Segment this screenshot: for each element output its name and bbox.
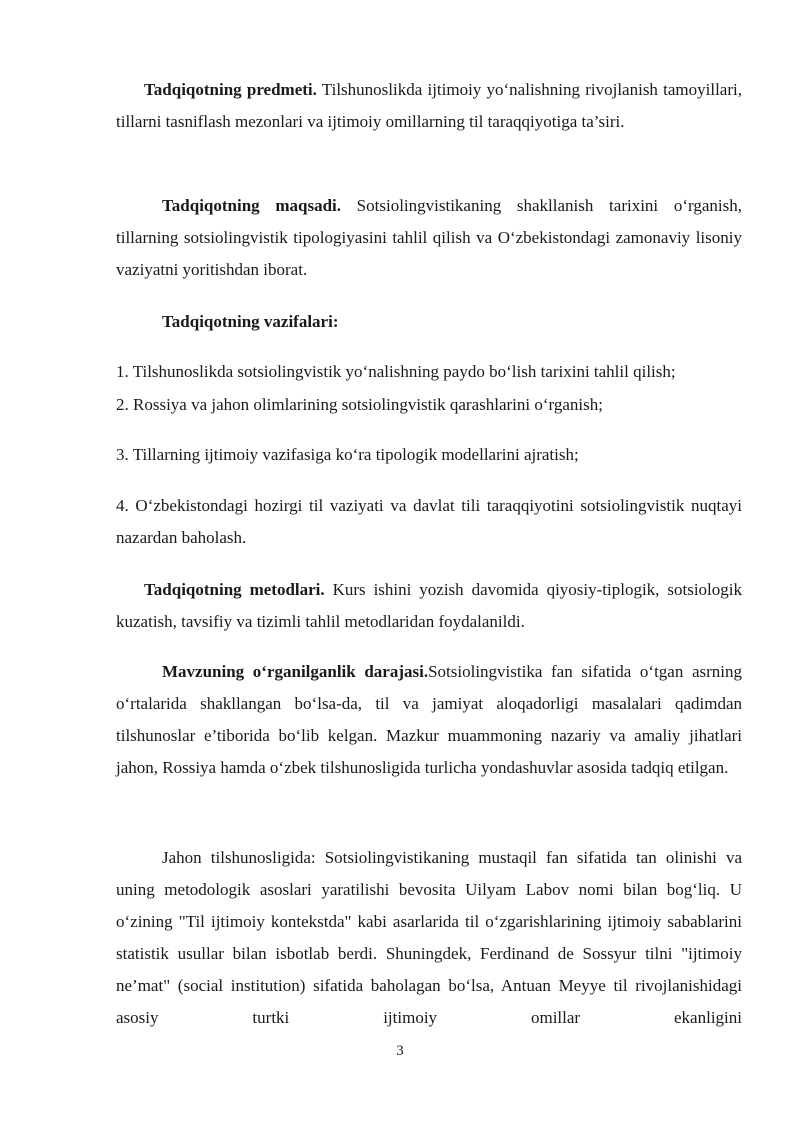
task-item-3: 3. Tillarning ijtimoiy vazifasiga ko‘ra tipologik modellarini ajratish; (116, 445, 579, 464)
paragraph-jahon: Jahon tilshunosligida: Sotsiolingvistikaning mustaqil fan sifatida tan olinishi va uning metodologik asoslari yaratilishi bevosita Uilyam Labov nomi bilan bog‘liq. U o‘zining "Til ijtimoiy kontekstda" kabi asarlarida til o‘zgarishlarining ijtimoiy sabablarini statistik usullar bilan isbotlab berdi. Shuningdek, Ferdinand de Sossyur tilni "ijtimoiy ne’mat" (social institution) sifatida baholagan bo‘lsa, Antuan Meyye til rivojlanishidagi asosiy turtki ijtimoiy omillar ekanligini (116, 848, 742, 1027)
text-maqsadi: Sotsiolingvistikaning shakllanish tarixini o‘rganish, tillarning sotsiolingvistik tipologiyasini tahlil qilish va O‘zbekistondagi zamonaviy lisoniy vaziyatni yoritishdan iborat. (116, 196, 742, 279)
task-item-1: 1. Tilshunoslikda sotsiolingvistik yo‘nalishning paydo bo‘lish tarixini tahlil qilish; (116, 362, 676, 381)
task-item-4: 4. O‘zbekistondagi hozirgi til vaziyati va davlat tili taraqqiyotini sotsiolingvistik nuqtayi nazardan baholash. (116, 496, 742, 547)
task-item-2: 2. Rossiya va jahon olimlarining sotsiolingvistik qarashlarini o‘rganish; (116, 395, 603, 414)
paragraph-maqsadi (116, 190, 742, 286)
heading-maqsadi: Tadqiqotning maqsadi. (162, 196, 341, 215)
text-metodlari: Kurs ishini yozish davomida qiyosiy-tiplogik, sotsiologik kuzatish, tavsifiy va tizimli tahlil metodlaridan foydalanildi. (116, 580, 742, 631)
text-darajasi: Sotsiolingvistika fan sifatida o‘tgan asrning o‘rtalarida shakllangan bo‘lsa-da, til va jamiyat aloqadorligi masalalari qadimdan tilshunoslar e’tiborida bo‘lib kelgan. Mazkur muammoning nazariy va amaliy jihatlari jahon, Rossiya hamda o‘zbek tilshunosligida turlicha yondashuvlar asosida tadqiq etilgan. (116, 662, 743, 777)
heading-darajasi: Mavzuning o‘rganilganlik darajasi. (162, 662, 429, 681)
heading-metodlari: Tadqiqotning metodlari. (144, 580, 325, 599)
text-predmeti: Tilshunoslikda ijtimoiy yo‘nalishning rivojlanish tamoyillari, tillarni tasniflash mezonlari va ijtimoiy omillarning til taraqqiyotiga ta’siri. (116, 80, 742, 131)
paragraph-darajasi (116, 656, 742, 784)
paragraph-metodlari (116, 574, 742, 638)
heading-vazifalari: Tadqiqotning vazifalari: (162, 312, 339, 331)
paragraph-predmeti (116, 74, 742, 138)
heading-predmeti: Tadqiqotning predmeti. (144, 80, 317, 99)
page-number: 3 (396, 1043, 404, 1059)
